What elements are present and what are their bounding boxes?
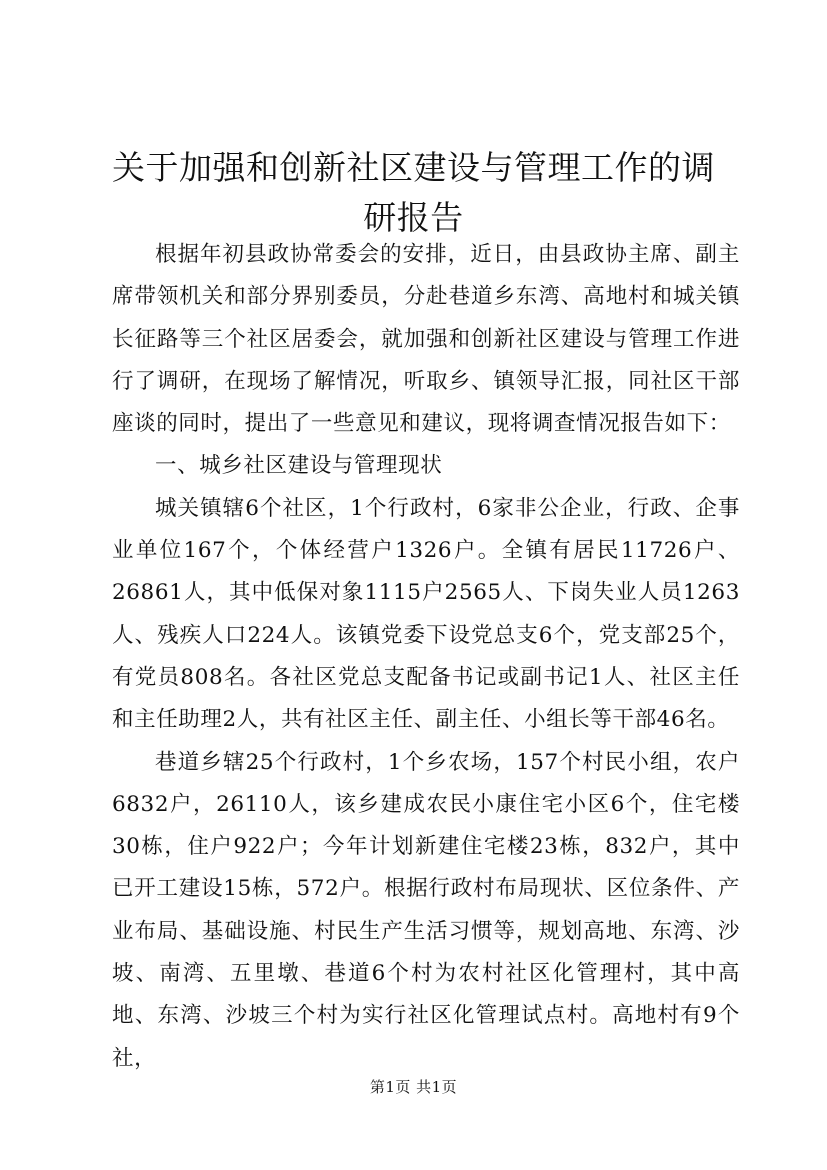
section-heading: 一、城乡社区建设与管理现状 [155,453,443,479]
page-footer: 第1页 共1页 [369,1078,458,1096]
paragraph-chengguan: 城关镇辖6个社区，1个行政村，6家非公企业，行政、企事业单位167个，个体经营户1326户。全镇有居民11726户、26861人，其中低保对象1115户2565人、下岗失业人员1263人、残疾人口224人。该镇党委下设党总支6个，党支部25个，有党员808名。各社区党总支配备书记或副书记1人、社区主任和主任助理2人，共有社区主任、副主任、小组长等干部46名。 [112,495,740,733]
document-body [112,234,740,1080]
paragraph-xiangdao: 巷道乡辖25个行政村，1个乡农场，157个村民小组，农户6832户，26110人，该乡建成农民小康住宅小区6个，住宅楼30栋，住户922户；今年计划新建住宅楼23栋，832户，其中已开工建设15栋，572户。根据行政村布局现状、区位条件、产业布局、基础设施、村民生产生活习惯等，规划高地、东湾、沙坡、南湾、五里墩、巷道6个村为农村社区化管理村，其中高地、东湾、沙坡三个村为实行社区化管理试点村。高地村有9个社， [112,749,740,1071]
document-title: 关于加强和创新社区建设与管理工作的调研报告 [112,148,715,237]
paragraph-intro: 根据年初县政协常委会的安排，近日，由县政协主席、副主席带领机关和部分界别委员，分赴巷道乡东湾、高地村和城关镇长征路等三个社区居委会，就加强和创新社区建设与管理工作进行了调研，在现场了解情况，听取乡、镇领导汇报，同社区干部座谈的同时，提出了一些意见和建议，现将调查情况报告如下： [112,242,740,437]
